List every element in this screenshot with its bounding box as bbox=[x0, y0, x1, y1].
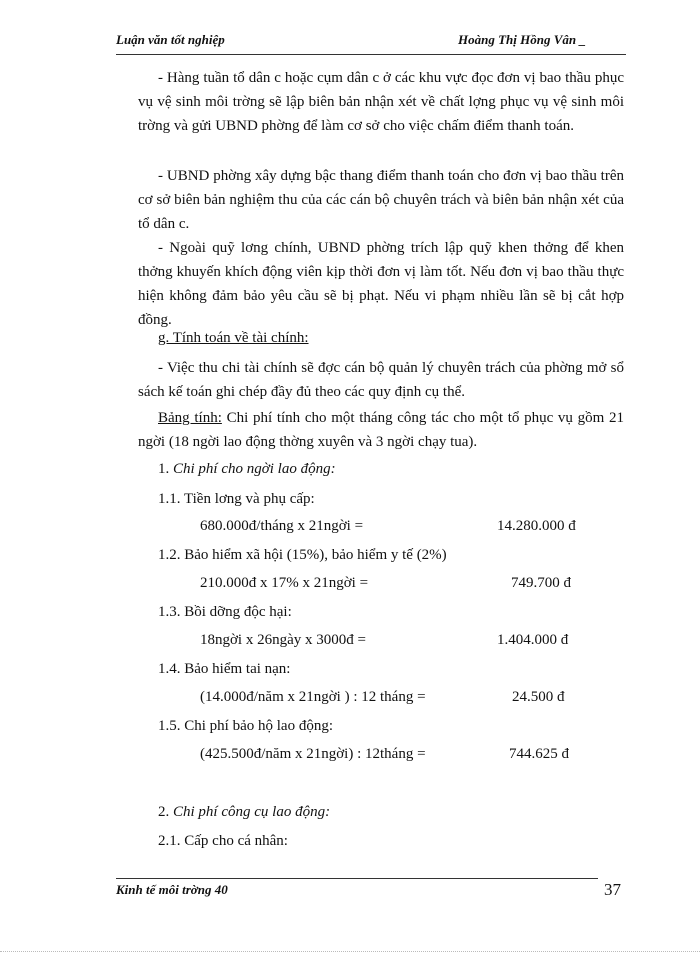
formula-1-5: (425.500đ/năm x 21ngời) : 12tháng = bbox=[200, 746, 426, 762]
item-1-4: 1.4. Bảo hiểm tai nạn: bbox=[158, 661, 291, 677]
value-1-1: 14.280.000 đ bbox=[497, 518, 576, 534]
page-number: 37 bbox=[604, 880, 621, 899]
paragraph-payment-scale: - UBND phờng xây dựng bậc thang điểm thanh toán cho đơn vị bao thầu trên cơ sở biên bản nghiệm thu của các cán bộ chuyên trách và biên bản nhận xét của tổ dân c. bbox=[138, 168, 624, 232]
heading-tool-cost-text: Chi phí công cụ lao động: bbox=[173, 804, 331, 820]
formula-1-1: 680.000đ/tháng x 21ngời = bbox=[200, 518, 364, 534]
item-1-5: 1.5. Chi phí bảo hộ lao động: bbox=[158, 718, 333, 734]
calc-table-label: Bảng tính: bbox=[158, 410, 222, 426]
heading-tool-cost: 2. Chi phí công cụ lao động: bbox=[158, 804, 331, 820]
footer-rule bbox=[116, 878, 598, 879]
paragraph-weekly-report: - Hàng tuần tổ dân c hoặc cụm dân c ở các khu vực đọc đơn vị bao thầu phục vụ vệ sinh môi trờng sẽ lập biên bản nhận xét về chất lợng phục vụ vệ sinh môi trờng và gửi UBND phờng để làm cơ sở cho việc chấm điểm thanh toán. bbox=[138, 70, 624, 134]
section-heading-finance: g. Tính toán về tài chính: bbox=[158, 330, 309, 346]
header-thesis-title: Luận văn tốt nghiệp bbox=[116, 32, 225, 47]
formula-1-3: 18ngời x 26ngày x 3000đ = bbox=[200, 632, 366, 648]
heading-labor-cost-text: Chi phí cho ngời lao động: bbox=[173, 461, 336, 477]
formula-1-4: (14.000đ/năm x 21ngời ) : 12 tháng = bbox=[200, 689, 426, 705]
value-1-3: 1.404.000 đ bbox=[497, 632, 569, 648]
calc-table-text: Chi phí tính cho một tháng công tác cho một tổ phục vụ gồm 21 ngời (18 ngời lao động thờng xuyên và 3 ngời chạy tua). bbox=[138, 410, 624, 450]
paragraph-finance: - Việc thu chi tài chính sẽ đợc cán bộ quản lý chuyên trách của phờng mở sổ sách kế toán ghi chép đầy đủ theo các quy định cụ thể. bbox=[138, 360, 624, 400]
header-author: Hoàng Thị Hồng Vân _ bbox=[458, 32, 586, 47]
item-1-3: 1.3. Bồi dỡng độc hại: bbox=[158, 604, 292, 620]
paragraph-calc-table bbox=[138, 406, 624, 454]
footer-class-name: Kinh tế môi trờng 40 bbox=[116, 882, 228, 897]
item-2-1: 2.1. Cấp cho cá nhân: bbox=[158, 833, 288, 849]
header-rule bbox=[116, 54, 626, 55]
item-1-1: 1.1. Tiền lơng và phụ cấp: bbox=[158, 491, 315, 507]
paragraph-reward-fund: - Ngoài quỹ lơng chính, UBND phờng trích lập quỹ khen thởng để khen thởng khuyến khích động viên kịp thời đơn vị làm tốt. Nếu đơn vị bao thầu thực hiện không đảm bảo yêu cầu sẽ bị phạt. Nếu vi phạm nhiều lần sẽ bị cắt hợp đồng. bbox=[138, 240, 624, 328]
value-1-5: 744.625 đ bbox=[509, 746, 569, 762]
item-1-2: 1.2. Bảo hiểm xã hội (15%), bảo hiểm y tế (2%) bbox=[158, 547, 447, 563]
value-1-4: 24.500 đ bbox=[512, 689, 565, 705]
heading-labor-cost: 1. Chi phí cho ngời lao động: bbox=[158, 461, 336, 477]
value-1-2: 749.700 đ bbox=[511, 575, 571, 591]
formula-1-2: 210.000đ x 17% x 21ngời = bbox=[200, 575, 369, 591]
page-break-line bbox=[0, 951, 700, 952]
